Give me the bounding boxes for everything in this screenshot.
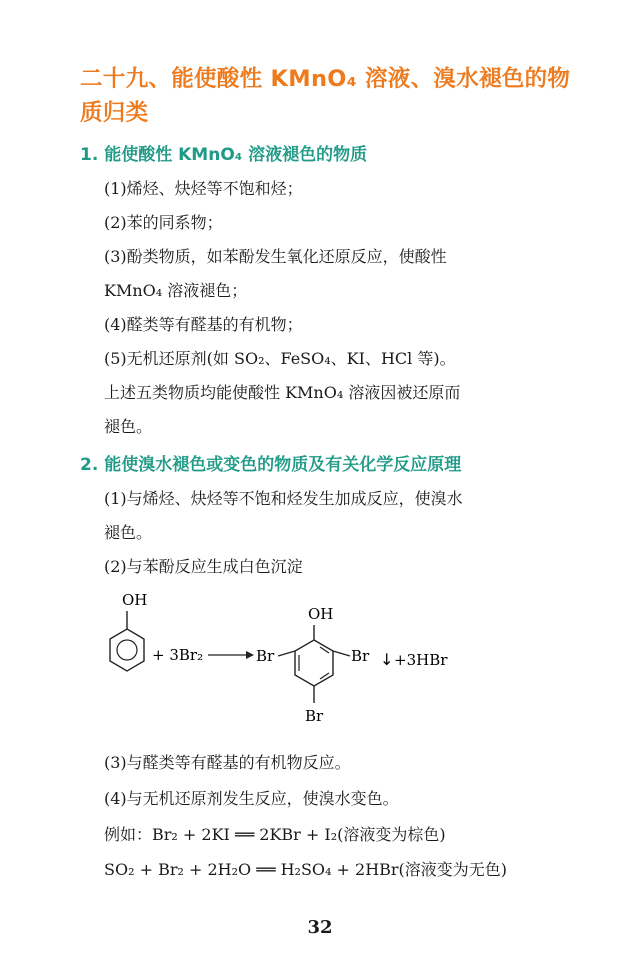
section-2-item: 褪色。 [104,523,153,542]
product-oh-label: OH [308,605,334,623]
phenol-oh-label: OH [122,591,148,609]
section-1-summary: 上述五类物质均能使酸性 KMnO₄ 溶液因被还原而 [104,383,461,402]
reagent-label: + 3Br₂ [152,646,204,664]
tribromophenol-structure [256,605,370,725]
section-2-item: (3)与醛类等有醛基的有机物反应。 [104,753,351,772]
section-2-title: 2. 能使溴水褪色或变色的物质及有关化学反应原理 [80,455,462,475]
bromo-right-label: Br [351,647,370,665]
benzene-ring [110,629,144,671]
reaction-arrow [208,651,254,659]
phenol-bromination-reaction [100,585,560,745]
page-number: 32 [307,917,333,938]
product-hbr-label: +3HBr [394,651,448,669]
section-1-item: (5)无机还原剂(如 SO₂、FeSO₄、KI、HCl 等)。 [104,349,456,368]
section-1-item: KMnO₄ 溶液褪色； [104,281,248,300]
bromo-bottom-label: Br [305,707,324,725]
bromo-left-label: Br [256,647,275,665]
section-1-item: (4)醛类等有醛基的有机物； [104,315,303,334]
section-2-item: (4)与无机还原剂发生反应，使溴水变色。 [104,789,399,808]
section-1-summary: 褪色。 [104,417,153,436]
section-1-item: (1)烯烃、炔烃等不饱和烃； [104,179,303,198]
precipitate-arrow-icon: ↓ [380,650,394,669]
section-1-title: 1. 能使酸性 KMnO₄ 溶液褪色的物质 [80,145,368,165]
section-1-item: (2)苯的同系物； [104,213,223,232]
phenol-structure [110,591,147,671]
section-2-item: (2)与苯酚反应生成白色沉淀 [104,557,303,576]
section-2-item: (1)与烯烃、炔烃等不饱和烃发生加成反应，使溴水 [104,489,463,508]
chapter-title: 二十九、能使酸性 KMnO₄ 溶液、溴水褪色的物质归类 [80,66,571,126]
section-1-item: (3)酚类物质，如苯酚发生氧化还原反应，使酸性 [104,247,447,266]
example-equation: 例如：Br₂ + 2KI ══ 2KBr + I₂(溶液变为棕色) [104,825,446,844]
example-equation: SO₂ + Br₂ + 2H₂O ══ H₂SO₄ + 2HBr(溶液变为无色) [104,860,508,879]
